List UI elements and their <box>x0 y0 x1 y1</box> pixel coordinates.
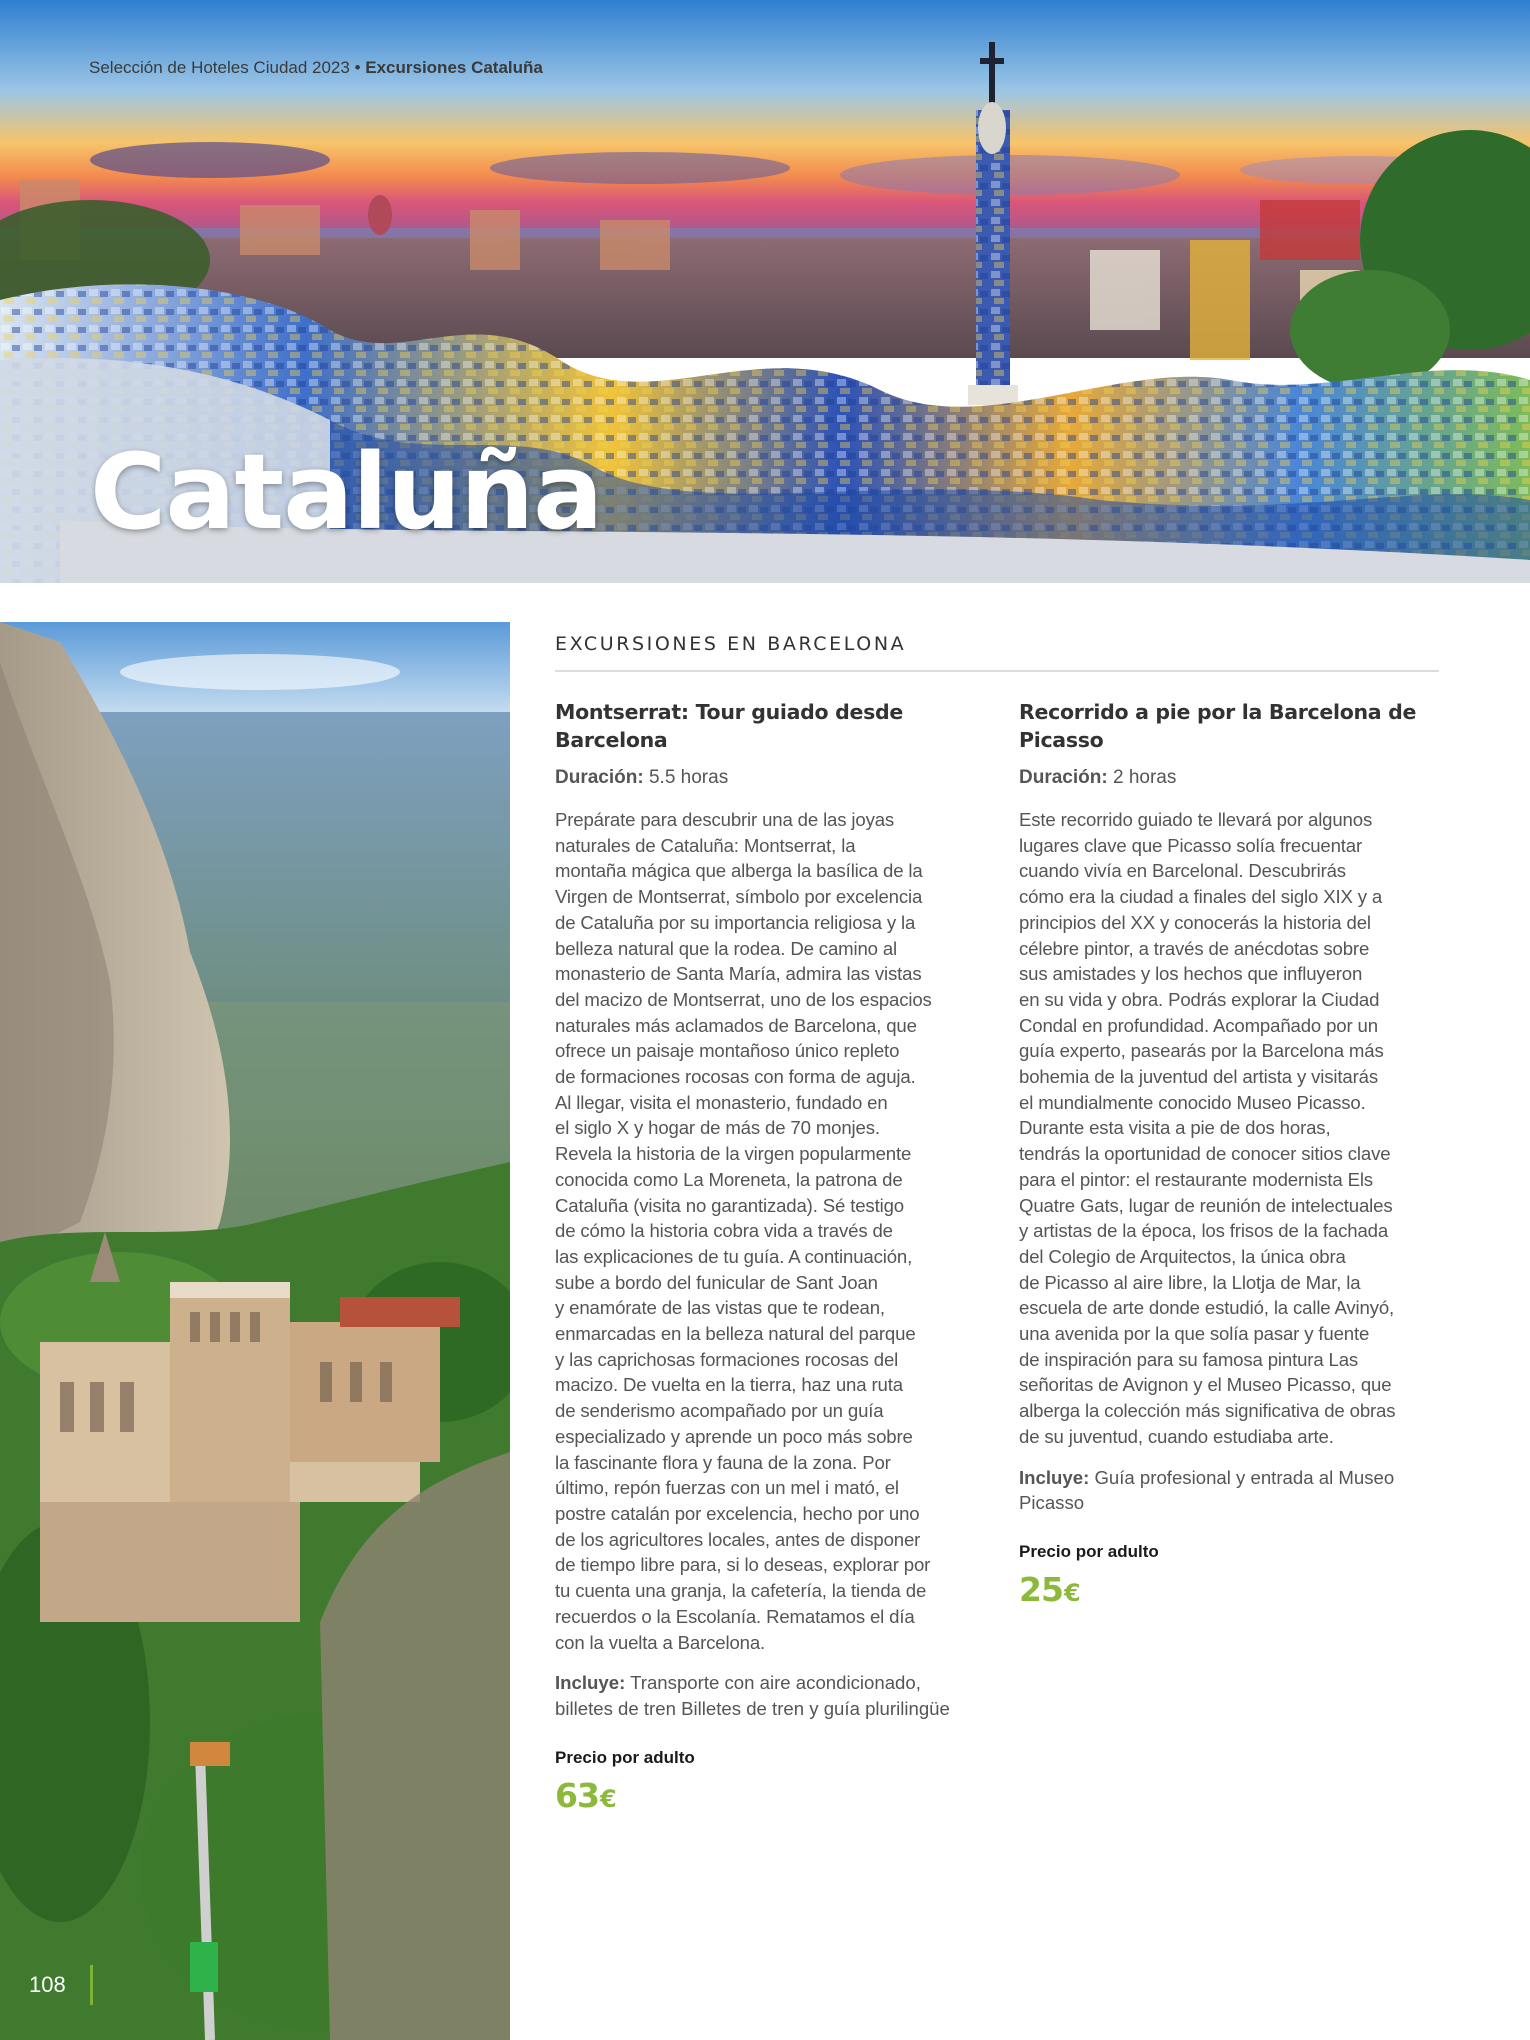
page-number-rule <box>90 1965 93 2005</box>
running-head-prefix: Selección de Hoteles Ciudad 2023 • <box>89 58 366 77</box>
running-head-section: Excursiones Cataluña <box>365 58 543 77</box>
tour-duration <box>1019 765 1439 791</box>
price-label: Precio por adulto <box>555 1747 695 1767</box>
hero-banner <box>0 0 1530 583</box>
tour-description: Prepárate para descubrir una de las joyas naturales de Cataluña: Montserrat, la montaña mágica que alberga la basílica de la Virgen de Montserrat, símbolo por excelencia de Cataluña por su importancia religiosa y la belleza natural que la rodea. De camino al monasterio de Santa María, admira las vistas del macizo de Montserrat, uno de los espacios naturales más aclamados de Barcelona, que ofrece un paisaje montañoso único repleto de formaciones rocosas con forma de aguja. Al llegar, visita el monasterio, fundado en el siglo X y hogar de más de 70 monjes. Revela la historia de la virgen popularmente conocida como La Moreneta, la patrona de Cataluña (visita no garantizada). Sé testigo de cómo la historia cobra vida a través de las explicaciones de tu guía. A continuación, sube a bordo del funicular de Sant Joan y enamórate de las vistas que te rodean, enmarcadas en la belleza natural del parque y las caprichosas formaciones rocosas del macizo. De vuelta en la tierra, haz una ruta de senderismo acompañado por un guía especializado y aprende un poco más sobre la fascinante flora y fauna de la zona. Por último, repón fuerzas con un mel i mató, el postre catalán por excelencia, hecho por uno de los agricultores locales, antes de disponer de tiempo libre para, si lo deseas, explorar por tu cuenta una granja, la cafetería, la tienda de recuerdos o la Escolanía. Rematamos el día con la vuelta a Barcelona. <box>555 809 932 1653</box>
price <box>1019 1570 1439 1609</box>
running-head <box>89 58 543 78</box>
page-number: 108 <box>29 1972 66 1997</box>
duration-label: Duración: <box>1019 767 1108 788</box>
includes-value: Transporte con aire acondicionado, billetes de tren Billetes de tren y guía plurilingüe <box>555 1672 950 1719</box>
section-divider <box>555 670 1439 672</box>
tour-includes <box>555 1670 975 1721</box>
duration-value: 5.5 horas <box>648 767 729 788</box>
price-currency: € <box>599 1784 616 1813</box>
montserrat-photo <box>0 622 510 2040</box>
tour-description: Este recorrido guiado te llevará por algunos lugares clave que Picasso solía frecuentar cuando vivía en Barcelonal. Descubrirás cómo era la ciudad a finales del siglo XIX y a principios del XX y conocerás la historia del célebre pintor, a través de anécdotas sobre sus amistades y los hechos que influyeron en su vida y obra. Podrás explorar la Ciudad Condal en profundidad. Acompañado por un guía experto, pasearás por la Barcelona más bohemia de la juventud del artista y visitarás el mundialmente conocido Museo Picasso. Durante esta visita a pie de dos horas, tendrás la oportunidad de conocer sitios clave para el pintor: el restaurante modernista Els Quatre Gats, lugar de reunión de intelectuales y artistas de la época, los frisos de la fachada del Colegio de Arquitectos, la única obra de Picasso al aire libre, la Llotja de Mar, la escuela de arte donde estudió, la calle Avinyó, una avenida por la que solía pasar y fuente de inspiración para su famosa pintura Las señoritas de Avignon y el Museo Picasso, que alberga la colección más significativa de obras de su juventud, cuando estudiaba arte. <box>1019 809 1396 1447</box>
duration-label: Duración: <box>555 767 644 788</box>
price-label: Precio por adulto <box>1019 1541 1159 1561</box>
tour-title: Montserrat: Tour guiado desde Barcelona <box>555 700 904 752</box>
includes-value: Guía profesional y entrada al Museo Picasso <box>1019 1466 1395 1514</box>
duration-value: 2 horas <box>1112 767 1177 788</box>
includes-label: Incluye: <box>1019 1466 1090 1488</box>
price-value: 25 <box>1019 1569 1063 1609</box>
price-currency: € <box>1063 1578 1080 1607</box>
page-title: Cataluña <box>90 431 603 553</box>
price <box>555 1776 975 1815</box>
tour-duration <box>555 765 975 791</box>
tour-card-picasso <box>1019 698 1439 1609</box>
tour-title: Recorrido a pie por la Barcelona de Picasso <box>1019 700 1417 752</box>
tour-includes <box>1019 1465 1439 1516</box>
price-value: 63 <box>555 1775 599 1815</box>
section-title: EXCURSIONES EN BARCELONA <box>555 633 907 655</box>
includes-label: Incluye: <box>555 1672 626 1694</box>
montserrat-monastery-image <box>0 622 510 2040</box>
tour-card-montserrat <box>555 698 975 1815</box>
